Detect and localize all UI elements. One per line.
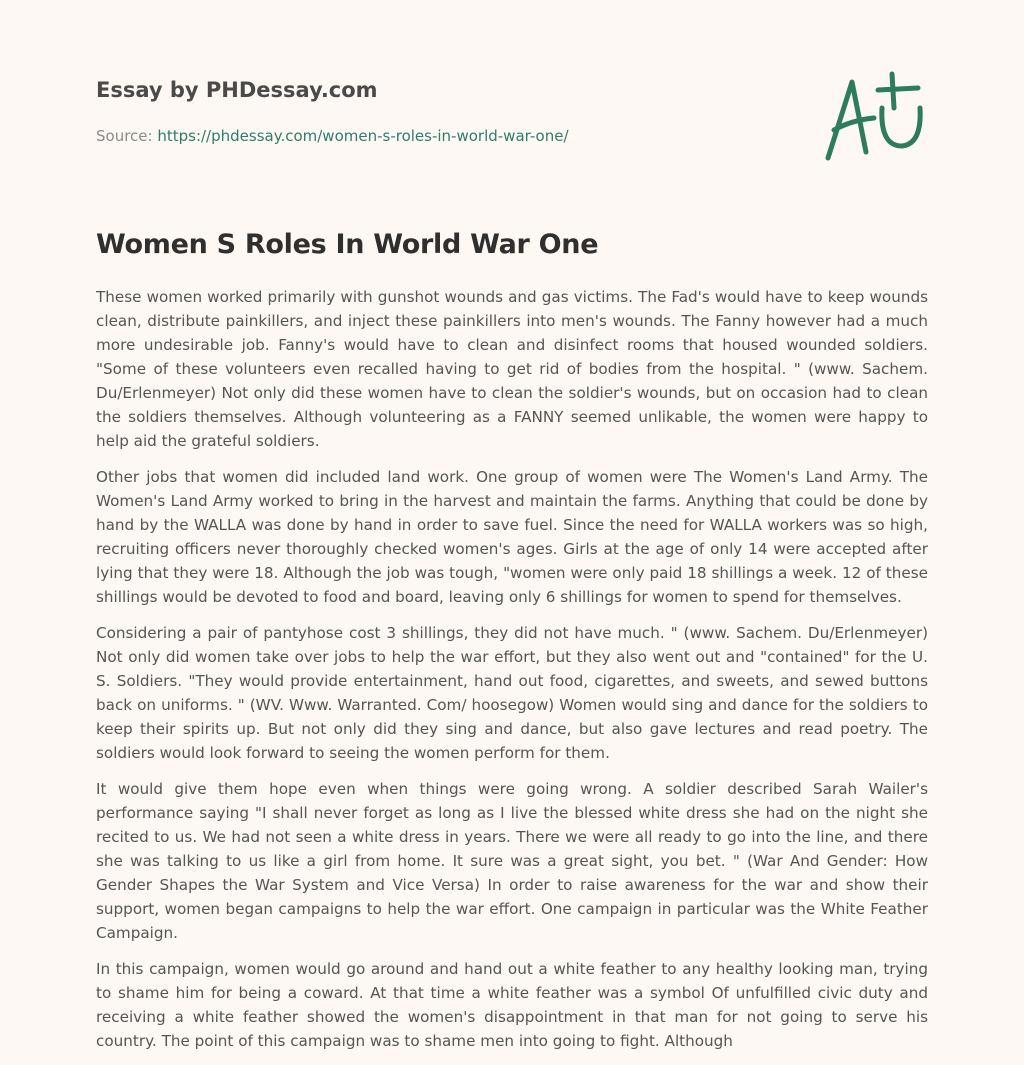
page-header: [96, 72, 796, 146]
essay-body: [96, 285, 928, 1065]
source-link[interactable]: https://phdessay.com/women-s-roles-in-world-war-one/: [157, 127, 569, 145]
essay-paragraph: In this campaign, women would go around and hand out a white feather to any healthy looking man, trying to shame him for being a coward. At that time a white feather was a symbol Of unfulfilled civic duty and receiving a white feather showed the women's disappointment in that man for not going to serve his country. The point of this campaign was to shame men into going to fight. Although: [96, 960, 928, 1050]
essay-paragraph: It would give them hope even when things were going wrong. A soldier described Sarah Wailer's performance saying "I shall never forget as long as I live the blessed white dress she had on the night she recited to us. We had not seen a white dress in years. There we were all ready to go into the line, and there she was talking to us like a girl from home. It sure was a great sight, you bet. " (War And Gender: How Gender Shapes the War System and Vice Versa) In order to raise awareness for the war and show their support, women began campaigns to help the war effort. One campaign in particular was the White Feather Campaign.: [96, 780, 928, 942]
source-label: Source:: [96, 127, 158, 145]
essay-paragraph: Considering a pair of pantyhose cost 3 shillings, they did not have much. " (www. Sachem. Du/Erlenmeyer) Not only did women take over jobs to help the war effort, but they also went out and "contained" for the U. S. Soldiers. "They would provide entertainment, hand out food, cigarettes, and sweets, and sewed buttons back on uniforms. " (WV. Www. Warranted. Com/ hoosegow) Women would sing and dance for the soldiers to keep their spirits up. But not only did they sing and dance, but also gave lectures and read poetry. The soldiers would look forward to seeing the women perform for them.: [96, 624, 928, 762]
source-line: [96, 126, 796, 146]
essay-title: Women S Roles In World War One: [96, 229, 599, 260]
site-brand: Essay by PHDessay.com: [96, 78, 378, 102]
essay-paragraph: Other jobs that women did included land work. One group of women were The Women's Land Army. The Women's Land Army worked to bring in the harvest and maintain the farms. Anything that could be done by hand by the WALLA was done by hand in order to save fuel. Since the need for WALLA workers was so high, recruiting officers never thoroughly checked women's ages. Girls at the age of only 14 were accepted after lying that they were 18. Although the job was tough, "women were only paid 18 shillings a week. 12 of these shillings would be devoted to food and board, leaving only 6 shillings for women to spend for themselves.: [96, 468, 928, 606]
a-plus-logo-icon: [822, 68, 928, 164]
essay-paragraph: These women worked primarily with gunshot wounds and gas victims. The Fad's would have to keep wounds clean, distribute painkillers, and inject these painkillers into men's wounds. The Fanny however had a much more undesirable job. Fanny's would have to clean and disinfect rooms that housed wounded soldiers. "Some of these volunteers even recalled having to get rid of bodies from the hospital. " (www. Sachem. Du/Erlenmeyer) Not only did these women have to clean the soldier's wounds, but on occasion had to clean the soldiers themselves. Although volunteering as a FANNY seemed unlikable, the women were happy to help aid the grateful soldiers.: [96, 288, 928, 450]
